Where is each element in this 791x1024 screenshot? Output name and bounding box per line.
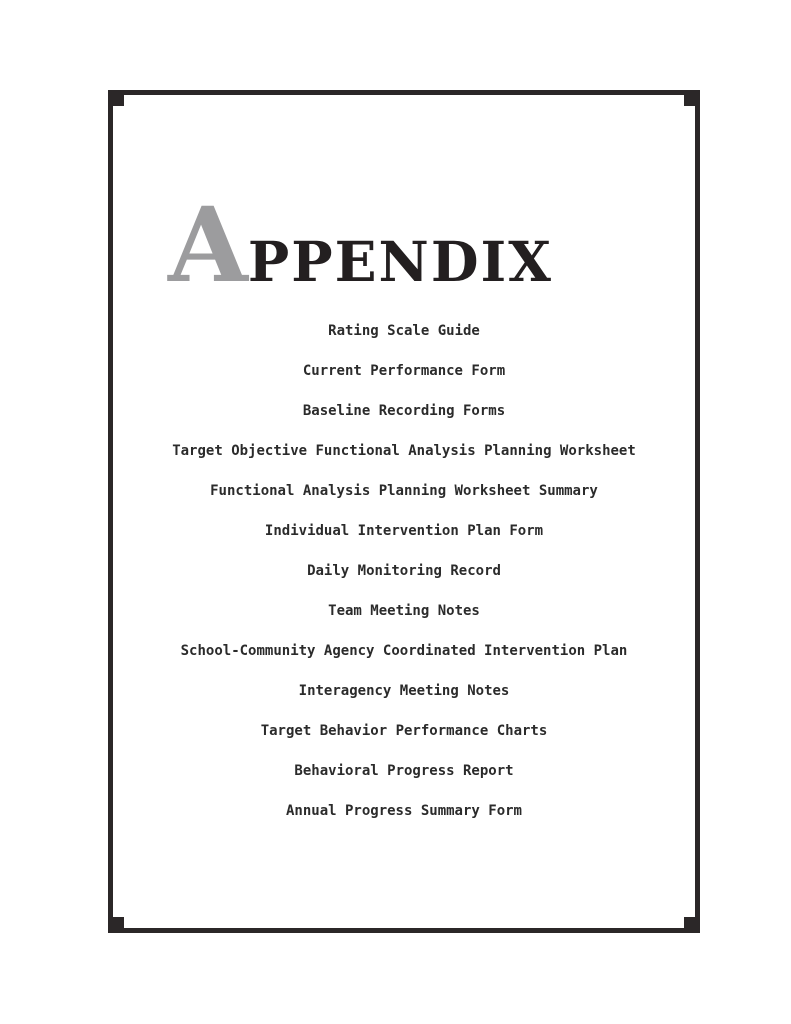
list-item: School-Community Agency Coordinated Intervention Plan (180, 643, 628, 659)
frame-corner-ornament-top-right (684, 95, 695, 106)
frame-corner-ornament-top-left (113, 95, 124, 106)
page-title (168, 185, 553, 306)
list-item: Annual Progress Summary Form (285, 803, 522, 819)
list-item: Interagency Meeting Notes (298, 683, 510, 699)
frame-corner-ornament-bottom-right (684, 917, 695, 928)
title-initial: A (168, 185, 248, 306)
list-item: Daily Monitoring Record (307, 563, 501, 579)
frame-corner-ornament-bottom-left (113, 917, 124, 928)
list-item: Baseline Recording Forms (302, 403, 506, 419)
list-item: Functional Analysis Planning Worksheet Summary (210, 483, 598, 499)
list-item: Current Performance Form (302, 363, 506, 379)
list-item: Target Behavior Performance Charts (260, 723, 548, 739)
list-item: Individual Intervention Plan Form (264, 523, 544, 539)
list-item: Team Meeting Notes (328, 603, 480, 619)
title-rest: PPENDIX (247, 229, 553, 294)
list-item: Behavioral Progress Report (294, 763, 514, 779)
appendix-contents-list (113, 311, 695, 831)
list-item: Rating Scale Guide (328, 323, 480, 339)
decorative-border-frame (108, 90, 700, 933)
list-item: Target Objective Functional Analysis Planning Worksheet (172, 443, 636, 459)
